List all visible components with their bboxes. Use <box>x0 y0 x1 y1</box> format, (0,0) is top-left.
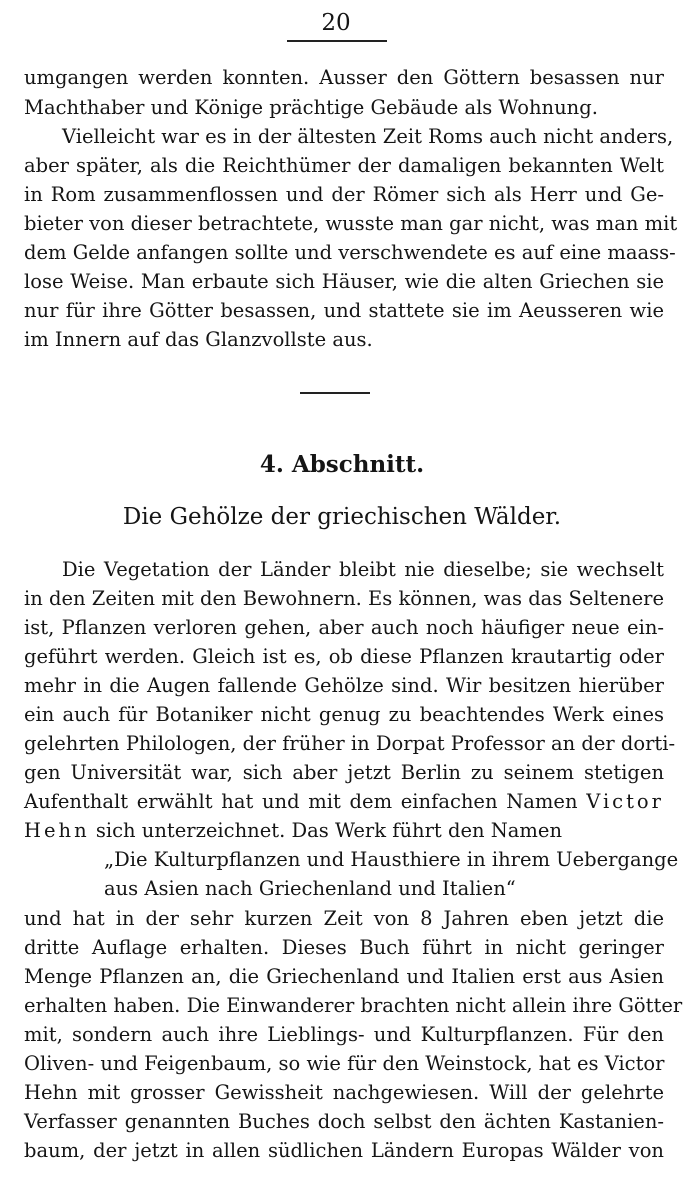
text-line: Vielleicht war es in der ältesten Zeit Roms auch nicht anders, <box>62 125 674 148</box>
text-fragment: sich unterzeichnet. Das Werk führt den Namen <box>95 819 563 842</box>
author-name: Victor <box>586 790 664 813</box>
text-line: Menge Pflanzen an, die Griechenland und Italien erst aus Asien <box>24 965 664 988</box>
section-heading: 4. Abschnitt. <box>259 451 425 478</box>
header-rule <box>287 40 387 42</box>
text-line: lose Weise. Man erbaute sich Häuser, wie die alten Griechen sie <box>24 270 664 293</box>
text-line: aber später, als die Reichthümer der damaligen bekannten Welt <box>24 154 664 177</box>
text-line: baum, der jetzt in allen südlichen Ländern Europas Wälder von <box>24 1139 664 1162</box>
text-line: in Rom zusammenflossen und der Römer sich als Herr und Ge- <box>24 183 664 206</box>
text-line: im Innern auf das Glanzvollste aus. <box>24 328 373 351</box>
text-line: in den Zeiten mit den Bewohnern. Es können, was das Seltenere <box>24 587 664 610</box>
text-line: Oliven- und Feigenbaum, so wie für den Weinstock, hat es Victor <box>24 1052 665 1075</box>
text-line: Machthaber und Könige prächtige Gebäude als Wohnung. <box>24 96 598 119</box>
text-line <box>24 787 664 817</box>
text-line: erhalten haben. Die Einwanderer brachten nicht allein ihre Götter <box>24 994 683 1017</box>
text-line: mit, sondern auch ihre Lieblings- und Kulturpflanzen. Für den <box>24 1023 664 1046</box>
text-fragment: Aufenthalt erwählt hat und mit dem einfachen Namen <box>24 790 578 813</box>
text-line: gelehrten Philologen, der früher in Dorpat Professor an der dorti- <box>24 732 676 755</box>
text-line: ein auch für Botaniker nicht genug zu beachtendes Werk eines <box>24 703 664 726</box>
text-line: gen Universität war, sich aber jetzt Berlin zu seinem stetigen <box>24 761 664 784</box>
text-line: geführt werden. Gleich ist es, ob diese Pflanzen krautartig oder <box>24 645 664 668</box>
page-number: 20 <box>321 10 351 36</box>
text-line: Die Vegetation der Länder bleibt nie dieselbe; sie wechselt <box>62 558 664 581</box>
text-line: dem Gelde anfangen sollte und verschwendete es auf eine maass- <box>24 241 676 264</box>
text-line <box>24 816 562 846</box>
text-line: umgangen werden konnten. Ausser den Göttern besassen nur <box>24 66 664 89</box>
author-name: Hehn <box>24 819 90 842</box>
text-line: ist, Pflanzen verloren gehen, aber auch noch häufiger neue ein- <box>24 616 664 639</box>
text-line: dritte Auflage erhalten. Dieses Buch führt in nicht geringer <box>24 936 664 959</box>
text-line: nur für ihre Götter besassen, und stattete sie im Aeusseren wie <box>24 299 664 322</box>
text-line: bieter von dieser betrachtete, wusste man gar nicht, was man mit <box>24 212 678 235</box>
text-line: mehr in die Augen fallende Gehölze sind. Wir besitzen hierüber <box>24 674 664 697</box>
quote-line: aus Asien nach Griechenland und Italien“ <box>104 877 516 900</box>
section-title: Die Gehölze der griechischen Wälder. <box>122 504 562 530</box>
text-line: Hehn mit grosser Gewissheit nachgewiesen. Will der gelehrte <box>24 1081 664 1104</box>
text-line: und hat in der sehr kurzen Zeit von 8 Jahren eben jetzt die <box>24 907 664 930</box>
quote-line: „Die Kulturpflanzen und Hausthiere in ihrem Uebergange <box>104 848 679 871</box>
section-divider <box>300 392 370 394</box>
text-line: Verfasser genannten Buches doch selbst den ächten Kastanien- <box>24 1110 664 1133</box>
